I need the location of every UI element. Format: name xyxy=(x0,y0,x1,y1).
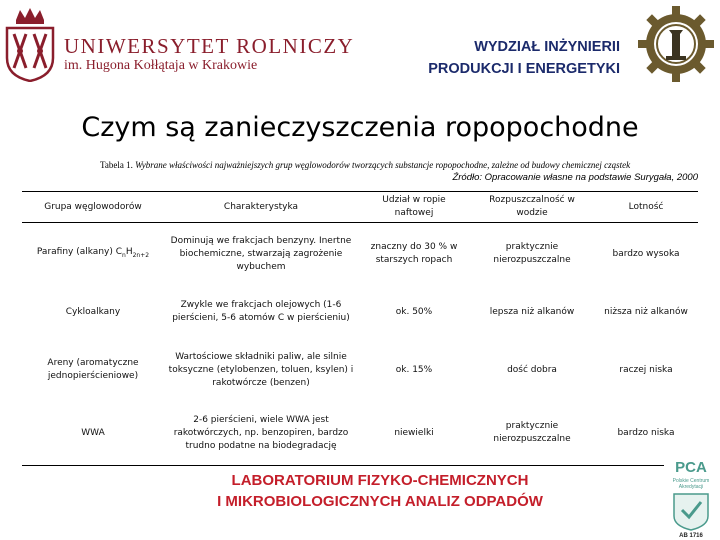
properties-table xyxy=(22,191,698,466)
university-subtitle: im. Hugona Kołłątaja w Krakowie xyxy=(64,58,258,73)
cell-share: ok. 50% xyxy=(395,306,433,317)
column-header-solubility: Rozpuszczalność w wodzie xyxy=(470,192,594,223)
cell-characteristics: Zwykle we frakcjach olejowych (1-6 pierścieni, 5-6 atomów C w pierścieniu) xyxy=(172,300,350,323)
pca-logo-text: PCA xyxy=(675,459,707,476)
page-title: Czym są zanieczyszczenia ropopochodne xyxy=(81,112,639,143)
cell-solubility: lepsza niż alkanów xyxy=(489,306,575,317)
cell-characteristics: 2-6 pierścieni, wiele WWA jest rakotwórczych, np. benzopiren, bardzo trudno podatne na biodegradację xyxy=(173,414,349,451)
department-line-2: PRODUKCJI I ENERGETYKI xyxy=(428,61,620,77)
column-header-characteristics: Charakterystyka xyxy=(164,192,358,223)
column-header-group: Grupa węglowodorów xyxy=(22,192,164,223)
cell-group: Areny (aromatyczne jednopierścieniowe) xyxy=(47,358,139,381)
pca-accreditation-icon xyxy=(664,452,718,538)
caption-source: Źródło: Opracowanie własne na podstawie Surygała, 2000 xyxy=(452,172,698,183)
cell-volatility: bardzo niska xyxy=(617,427,675,438)
caption-label: Tabela 1. xyxy=(100,160,133,170)
group-formula-prefix: Parafiny (alkany) C xyxy=(36,247,123,258)
department-line-1: WYDZIAŁ INŻYNIERII xyxy=(474,39,620,55)
caption-text: Wybrane właściwości najważniejszych grup węglowodorów tworzących substancje ropopochodne, zależne od budowy chemicznej cząstek xyxy=(135,160,631,170)
cell-volatility: niższa niż alkanów xyxy=(604,306,688,317)
column-header-share: Udział w ropie naftowej xyxy=(358,192,470,223)
cell-volatility: bardzo wysoka xyxy=(612,248,680,259)
cell-solubility: dość dobra xyxy=(507,364,557,375)
table-row xyxy=(22,401,698,466)
pca-code: AB 1716 xyxy=(679,533,703,538)
cell-characteristics: Dominują we frakcjach benzyny. Inertne biochemiczne, stwarzają zagrożenie wybuchem xyxy=(170,235,352,272)
pca-sub-2: Akredytacji xyxy=(678,484,704,490)
cell-group: WWA xyxy=(81,427,105,438)
cell-share: znaczny do 30 % w starszych ropach xyxy=(370,242,458,265)
cell-solubility: praktycznie nierozpuszczalne xyxy=(493,242,571,265)
table-row xyxy=(22,339,698,401)
cell-group: Cykloalkany xyxy=(65,306,121,317)
department-name xyxy=(428,36,620,80)
laboratory-line-1: LABORATORIUM FIZYKO-CHEMICZNYCH xyxy=(231,472,529,489)
cell-group xyxy=(22,223,164,286)
group-formula-sub: 2n+2 xyxy=(132,251,150,259)
table-header-row xyxy=(22,192,698,223)
university-name: UNIWERSYTET ROLNICZY xyxy=(64,34,355,58)
table-caption xyxy=(100,160,698,171)
header xyxy=(0,0,720,92)
cell-characteristics: Wartościowe składniki paliw, ale silnie toksyczne (etylobenzen, toluen, ksylen) i rakotwórcze (benzen) xyxy=(168,351,354,388)
laboratory-name xyxy=(160,470,600,512)
group-formula-h: H xyxy=(125,247,133,258)
table-row xyxy=(22,285,698,339)
pca-sub-1: Polskie Centrum xyxy=(672,478,710,484)
university-crest-icon xyxy=(4,6,56,82)
gear-emblem-icon xyxy=(636,4,716,84)
cell-solubility: praktycznie nierozpuszczalne xyxy=(493,421,571,444)
cell-share: niewielki xyxy=(394,427,434,438)
cell-share: ok. 15% xyxy=(395,364,433,375)
column-header-volatility: Lotność xyxy=(594,192,698,223)
laboratory-line-2: I MIKROBIOLOGICZNYCH ANALIZ ODPADÓW xyxy=(217,493,543,510)
cell-volatility: raczej niska xyxy=(619,364,673,375)
table-row xyxy=(22,223,698,286)
group-formula-n: n xyxy=(122,251,126,259)
